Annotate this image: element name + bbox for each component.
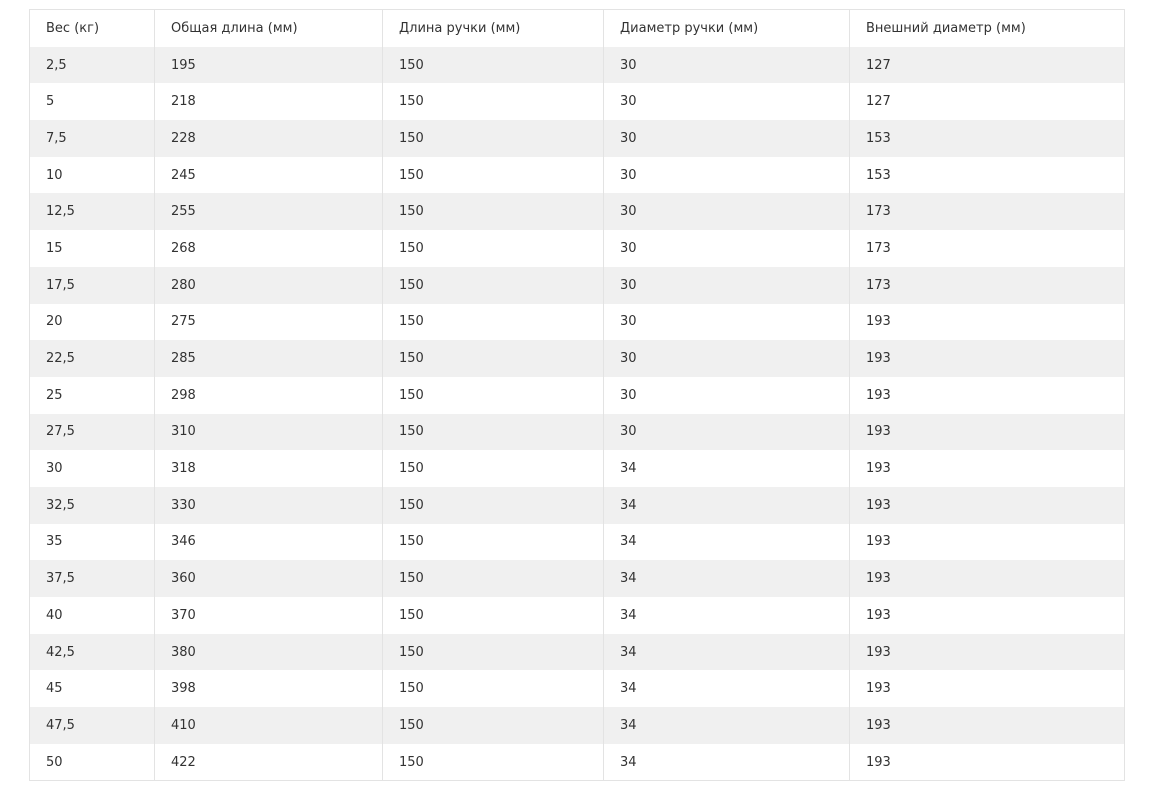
table-row — [30, 193, 1125, 230]
cell-handle-diameter: 30 — [604, 157, 850, 194]
cell-handle-length: 150 — [383, 377, 604, 414]
cell-handle-diameter: 34 — [604, 450, 850, 487]
cell-outer-diameter: 193 — [850, 524, 1125, 561]
cell-weight: 22,5 — [30, 340, 155, 377]
table-row — [30, 524, 1125, 561]
table-row — [30, 267, 1125, 304]
cell-weight: 32,5 — [30, 487, 155, 524]
cell-outer-diameter: 193 — [850, 414, 1125, 451]
cell-handle-length: 150 — [383, 230, 604, 267]
cell-outer-diameter: 193 — [850, 634, 1125, 671]
cell-outer-diameter: 153 — [850, 157, 1125, 194]
cell-weight: 10 — [30, 157, 155, 194]
table-row — [30, 487, 1125, 524]
cell-outer-diameter: 193 — [850, 304, 1125, 341]
cell-handle-diameter: 30 — [604, 377, 850, 414]
header-total-length: Общая длина (мм) — [155, 10, 383, 47]
cell-weight: 45 — [30, 670, 155, 707]
table-row — [30, 47, 1125, 84]
cell-handle-length: 150 — [383, 340, 604, 377]
cell-handle-diameter: 30 — [604, 193, 850, 230]
cell-total-length: 268 — [155, 230, 383, 267]
cell-outer-diameter: 193 — [850, 744, 1125, 781]
cell-weight: 12,5 — [30, 193, 155, 230]
cell-total-length: 310 — [155, 414, 383, 451]
cell-total-length: 422 — [155, 744, 383, 781]
cell-weight: 7,5 — [30, 120, 155, 157]
cell-handle-length: 150 — [383, 267, 604, 304]
cell-handle-length: 150 — [383, 634, 604, 671]
cell-outer-diameter: 193 — [850, 377, 1125, 414]
cell-total-length: 298 — [155, 377, 383, 414]
cell-handle-diameter: 30 — [604, 267, 850, 304]
cell-handle-diameter: 34 — [604, 524, 850, 561]
cell-handle-diameter: 34 — [604, 634, 850, 671]
cell-outer-diameter: 193 — [850, 340, 1125, 377]
cell-outer-diameter: 193 — [850, 487, 1125, 524]
cell-handle-length: 150 — [383, 157, 604, 194]
header-handle-diameter: Диаметр ручки (мм) — [604, 10, 850, 47]
cell-outer-diameter: 193 — [850, 597, 1125, 634]
cell-handle-diameter: 30 — [604, 120, 850, 157]
cell-weight: 5 — [30, 83, 155, 120]
header-weight: Вес (кг) — [30, 10, 155, 47]
cell-handle-diameter: 30 — [604, 340, 850, 377]
cell-total-length: 285 — [155, 340, 383, 377]
spec-table — [29, 9, 1125, 781]
cell-handle-length: 150 — [383, 670, 604, 707]
cell-handle-diameter: 30 — [604, 83, 850, 120]
table-row — [30, 597, 1125, 634]
cell-outer-diameter: 173 — [850, 267, 1125, 304]
cell-handle-length: 150 — [383, 744, 604, 781]
header-outer-diameter: Внешний диаметр (мм) — [850, 10, 1125, 47]
table-body — [30, 47, 1125, 781]
cell-total-length: 245 — [155, 157, 383, 194]
cell-weight: 50 — [30, 744, 155, 781]
table-row — [30, 560, 1125, 597]
cell-handle-diameter: 34 — [604, 560, 850, 597]
cell-weight: 35 — [30, 524, 155, 561]
table-row — [30, 634, 1125, 671]
cell-outer-diameter: 127 — [850, 83, 1125, 120]
header-handle-length: Длина ручки (мм) — [383, 10, 604, 47]
cell-outer-diameter: 193 — [850, 670, 1125, 707]
spec-table-container — [29, 9, 1124, 781]
table-row — [30, 707, 1125, 744]
cell-handle-diameter: 30 — [604, 230, 850, 267]
cell-handle-length: 150 — [383, 120, 604, 157]
cell-outer-diameter: 153 — [850, 120, 1125, 157]
cell-outer-diameter: 173 — [850, 193, 1125, 230]
table-row — [30, 83, 1125, 120]
cell-total-length: 410 — [155, 707, 383, 744]
cell-total-length: 330 — [155, 487, 383, 524]
cell-handle-diameter: 34 — [604, 670, 850, 707]
cell-total-length: 318 — [155, 450, 383, 487]
table-row — [30, 414, 1125, 451]
cell-weight: 2,5 — [30, 47, 155, 84]
cell-handle-diameter: 34 — [604, 707, 850, 744]
table-row — [30, 340, 1125, 377]
cell-outer-diameter: 193 — [850, 450, 1125, 487]
cell-handle-length: 150 — [383, 47, 604, 84]
cell-weight: 47,5 — [30, 707, 155, 744]
cell-total-length: 346 — [155, 524, 383, 561]
cell-total-length: 280 — [155, 267, 383, 304]
table-row — [30, 120, 1125, 157]
cell-weight: 37,5 — [30, 560, 155, 597]
cell-weight: 15 — [30, 230, 155, 267]
table-header — [30, 10, 1125, 47]
cell-handle-diameter: 30 — [604, 47, 850, 84]
cell-handle-diameter: 34 — [604, 487, 850, 524]
cell-handle-length: 150 — [383, 597, 604, 634]
cell-total-length: 370 — [155, 597, 383, 634]
cell-total-length: 398 — [155, 670, 383, 707]
cell-handle-length: 150 — [383, 707, 604, 744]
table-row — [30, 744, 1125, 781]
cell-weight: 27,5 — [30, 414, 155, 451]
cell-handle-length: 150 — [383, 524, 604, 561]
cell-handle-diameter: 34 — [604, 597, 850, 634]
cell-total-length: 218 — [155, 83, 383, 120]
cell-weight: 17,5 — [30, 267, 155, 304]
cell-outer-diameter: 173 — [850, 230, 1125, 267]
cell-handle-length: 150 — [383, 83, 604, 120]
cell-total-length: 360 — [155, 560, 383, 597]
table-row — [30, 450, 1125, 487]
cell-handle-length: 150 — [383, 304, 604, 341]
table-row — [30, 377, 1125, 414]
header-row — [30, 10, 1125, 47]
cell-weight: 30 — [30, 450, 155, 487]
table-row — [30, 230, 1125, 267]
cell-outer-diameter: 193 — [850, 707, 1125, 744]
cell-weight: 40 — [30, 597, 155, 634]
cell-handle-length: 150 — [383, 450, 604, 487]
cell-weight: 25 — [30, 377, 155, 414]
cell-total-length: 380 — [155, 634, 383, 671]
table-row — [30, 304, 1125, 341]
cell-outer-diameter: 193 — [850, 560, 1125, 597]
cell-handle-length: 150 — [383, 193, 604, 230]
cell-total-length: 275 — [155, 304, 383, 341]
cell-weight: 42,5 — [30, 634, 155, 671]
cell-handle-length: 150 — [383, 560, 604, 597]
table-row — [30, 157, 1125, 194]
cell-handle-diameter: 34 — [604, 744, 850, 781]
cell-total-length: 228 — [155, 120, 383, 157]
cell-handle-length: 150 — [383, 487, 604, 524]
cell-total-length: 255 — [155, 193, 383, 230]
table-row — [30, 670, 1125, 707]
cell-weight: 20 — [30, 304, 155, 341]
cell-total-length: 195 — [155, 47, 383, 84]
cell-outer-diameter: 127 — [850, 47, 1125, 84]
cell-handle-diameter: 30 — [604, 414, 850, 451]
cell-handle-diameter: 30 — [604, 304, 850, 341]
cell-handle-length: 150 — [383, 414, 604, 451]
